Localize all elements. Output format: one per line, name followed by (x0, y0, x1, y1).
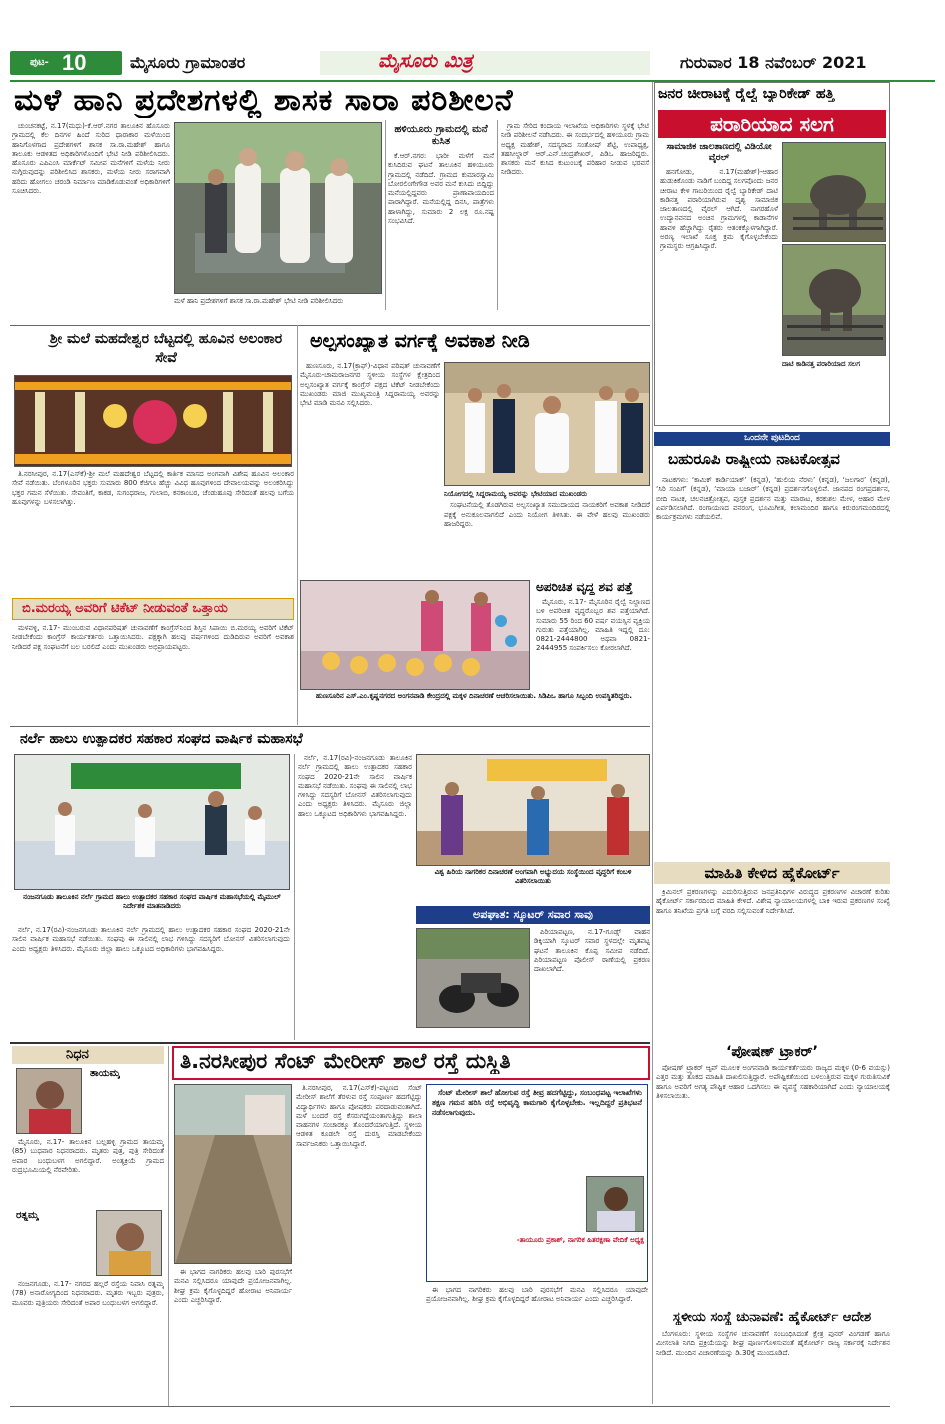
section-title: ಮೈಸೂರು ಗ್ರಾಮಾಂತರ (130, 53, 246, 72)
elephant-photo-top (782, 142, 886, 242)
elephant-photo-bottom (782, 244, 886, 356)
localbody-body (656, 1330, 890, 1400)
road-body-2-text: ಈ ಭಾಗದ ನಾಗರಿಕರು ಹಲವು ಬಾರಿ ಪುರಸಭೆಗೆ ಮನವಿ ಸಲ್ಲಿಸಿದರೂ ಯಾವುದೇ ಪ್ರಯೋಜನವಾಗಿಲ್ಲ. ಶೀಘ್ರ ಕ್ರಮ ಕೈಗೊಳ್ಳದಿದ್ದರೆ ಹೋರಾಟ ಅನಿವಾರ್ಯ ಎಂದು ಎಚ್ಚರಿಸಿದ್ದಾರೆ. (426, 1286, 648, 1304)
elephant-caption-wrap (782, 360, 886, 420)
accident-body (534, 928, 650, 1038)
drama-body (656, 476, 890, 856)
localbody-body-text: ಬೆಂಗಳೂರು: ಸ್ಥಳೀಯ ಸಂಸ್ಥೆಗಳ ಚುನಾವಣೆಗೆ ಸಂಬಂಧಿಸಿದಂತೆ ಕ್ಷೇತ್ರ ಪುನರ್ ವಿಂಗಡಣೆ ಹಾಗೂ ಮೀಸಲಾತಿ ನಿಗದಿ ಪ್ರಕ್ರಿಯೆಯನ್ನು ಶೀಘ್ರ ಪೂರ್ಣಗೊಳಿಸುವಂತೆ ಹೈಕೋರ್ಟ್ ರಾಜ್ಯ ಸರ್ಕಾರಕ್ಕೆ ನಿರ್ದೇಶನ ನೀಡಿದೆ. ಮುಂದಿನ ವಿಚಾರಣೆಯನ್ನು ಡಿ.30ಕ್ಕೆ ಮುಂದೂಡಿದೆ. (656, 1330, 890, 1357)
road-quote-photo-art (587, 1177, 644, 1232)
lead-body-under-photo (174, 297, 382, 309)
minority-body-text: ಹುಣಸೂರು, ನ.17(ಕ್ರಾಫ್)-ವಿಧಾನ ಪರಿಷತ್ ಚುನಾವಣೆಗೆ ಮೈಸೂರು-ಚಾಮರಾಜನಗರ ಸ್ಥಳೀಯ ಸಂಸ್ಥೆಗಳ ಕ್ಷೇತ್ರದಿಂದ ಅಲ್ಪಸಂಖ್ಯಾತ ವರ್ಗಕ್ಕೆ ಕಾಂಗ್ರೆಸ್ ಪಕ್ಷದ ಟಿಕೆಟ್ ನೀಡಬೇಕೆಂದು ಮುಖಂಡರು ಮಾಜಿ ಮುಖ್ಯಮಂತ್ರಿ ಸಿದ್ದರಾಮಯ್ಯ ಅವರನ್ನು ಭೇಟಿ ಮಾಡಿ ಮನವಿ ಸಲ್ಲಿಸಿದರು. (300, 362, 440, 408)
road-body (296, 1084, 422, 1404)
elephant-caption: ದಾಟಿ ಕಾಡಿನತ್ತ ಪರಾರಿಯಾದ ಸಲಗ (782, 360, 860, 368)
rule-obit (10, 1042, 650, 1044)
deadbody-headline: ಅಪರಿಚಿತ ವೃದ್ಧ ಶವ ಪತ್ತೆ (536, 580, 633, 594)
court-headline: ಮಾಹಿತಿ ಕೇಳಿದ ಹೈಕೋರ್ಟ್ (704, 864, 840, 882)
anganwadi-photo (300, 580, 530, 690)
temple-body-text: ತಿ.ನರಸೀಪುರ, ನ.17(ಎಸ್‍ಕೆ)-ಶ್ರೀ ಮಲೆ ಮಹದೇಶ್ವರ ಬೆಟ್ಟದಲ್ಲಿ ಕಾರ್ತಿಕ ಮಾಸದ ಅಂಗವಾಗಿ ವಿಶೇಷ ಹೂವಿನ ಅಲಂಕಾರ ಸೇವೆ ನಡೆಯಿತು. ಬೆಂಗಳೂರಿನ ಭಕ್ತರು ಸುಮಾರು 800 ಕೆಜಿಗೂ ಹೆಚ್ಚು ವಿವಿಧ ಹೂವುಗಳಿಂದ ದೇವಾಲಯವನ್ನು ಅಲಂಕರಿಸಿದ್ದು ಭಕ್ತರ ಗಮನ ಸೆಳೆಯಿತು. ಸೇವಂತಿಗೆ, ಕಾಕಡ, ಸುಗಂಧರಾಜ, ಗುಲಾಬಿ, ಕನಕಾಂಬರ, ಚೆಂಡುಹೂವು ಸೇರಿದಂತೆ ಹಲವು ಬಗೆಯ ಹೂವುಗಳನ್ನು ಬಳಸಲಾಗಿತ್ತು. (12, 470, 294, 506)
court-body-text: ಕ್ರಿಮಿನಲ್ ಪ್ರಕರಣಗಳನ್ನು ಎದುರಿಸುತ್ತಿರುವ ಜನಪ್ರತಿನಿಧಿಗಳ ವಿರುದ್ಧದ ಪ್ರಕರಣಗಳ ವಿಚಾರಣೆ ಕುರಿತು ಹೈಕೋರ್ಟ್ ಸರ್ಕಾರದಿಂದ ಮಾಹಿತಿ ಕೇಳಿದೆ. ವಿಶೇಷ ನ್ಯಾಯಾಲಯಗಳಲ್ಲಿ ಬಾಕಿ ಇರುವ ಪ್ರಕರಣಗಳ ಸಂಖ್ಯೆ ಹಾಗೂ ತನಿಖೆಯ ಪ್ರಗತಿ ಬಗ್ಗೆ ವರದಿ ಸಲ್ಲಿಸುವಂತೆ ನಿರ್ದೇಶಿಸಿದೆ. (656, 888, 890, 915)
minority-caption: ನಿಯೋಗದಲ್ಲಿ ಸಿದ್ದರಾಮಯ್ಯ ಅವರನ್ನು ಭೇಟಿಯಾದ ಮುಖಂಡರು (444, 490, 587, 498)
lead-body-mid-text: ಕೆ.ಆರ್.ನಗರ: ಭಾರೀ ಮಳೆಗೆ ಮನೆ ಕುಸಿದಿರುವ ಘಟನೆ ತಾಲೂಕಿನ ಹಳಿಯೂರು ಗ್ರಾಮದಲ್ಲಿ ನಡೆದಿದೆ. ಗ್ರಾಮದ ಕುಮಾರಸ್ವಾಮಿ ಬೋರಲಿಂಗೇಗೌಡ ಅವರ ಮನೆ ಕುಸಿದು ಬಿದ್ದಿದ್ದು ಮನೆಯಲ್ಲಿದ್ದವರು ಪ್ರಾಣಾಪಾಯದಿಂದ ಪಾರಾಗಿದ್ದಾರೆ. ಮನೆಯಲ್ಲಿದ್ದ ದಿನಸಿ, ಪಾತ್ರೆಗಳು ಹಾಳಾಗಿದ್ದು, ಸುಮಾರು 2 ಲಕ್ಷ ರೂ.ನಷ್ಟ ಸಂಭವಿಸಿದೆ. (388, 152, 494, 226)
obit-body-2 (12, 1280, 164, 1404)
obit-body-1-text: ಮೈಸೂರು, ನ.17- ತಾಲೂಕಿನ ಬಲ್ಲಹಳ್ಳಿ ಗ್ರಾಮದ ತಾಯಮ್ಮ (85) ಬುಧವಾರ ನಿಧನರಾದರು. ಮೃತರು ಪುತ್ರ, ಪುತ್ರಿ ಸೇರಿದಂತೆ ಅಪಾರ ಬಂಧುಬಳಗ ಅಗಲಿದ್ದಾರೆ. ಅಂತ್ಯಕ್ರಿಯೆ ಗ್ರಾಮದ ರುದ್ರಭೂಮಿಯಲ್ಲಿ ನೆರವೇರಿತು. (12, 1138, 164, 1174)
page-number: 10 (62, 50, 87, 75)
poshan-body (656, 1064, 890, 1304)
road-body-2 (426, 1286, 648, 1404)
lead-photo-art (175, 123, 382, 294)
deadbody-body (536, 598, 650, 692)
lead-body-right (501, 122, 649, 304)
milk-body-text: ನರ್ಲೆ, ನ.17(ರವಿ)-ನಂಜನಗೂಡು ತಾಲೂಕಿನ ನರ್ಲೆ ಗ್ರಾಮದಲ್ಲಿ ಹಾಲು ಉತ್ಪಾದಕರ ಸಹಕಾರ ಸಂಘದ 2020-21ನೇ ಸಾಲಿನ ವಾರ್ಷಿಕ ಮಹಾಸಭೆ ನಡೆಯಿತು. ಸಂಘವು ಈ ಸಾಲಿನಲ್ಲಿ ಲಾಭ ಗಳಿಸಿದ್ದು ಸದಸ್ಯರಿಗೆ ಬೋನಸ್ ವಿತರಿಸಲಾಗುವುದು ಎಂದು ಅಧ್ಯಕ್ಷರು ತಿಳಿಸಿದರು. ಮೈಸೂರು ಜಿಲ್ಲಾ ಹಾಲು ಒಕ್ಕೂಟದ ಅಧಿಕಾರಿಗಳು ಭಾಗವಹಿಸಿದ್ದರು. (12, 926, 290, 953)
elephant-kicker: ಜನರ ಚೀರಾಟಕ್ಕೆ ರೈಲ್ವೆ ಬ್ಯಾರಿಕೇಡ್ ಹತ್ತಿ (658, 86, 835, 102)
elephant-body (660, 168, 778, 418)
masthead (0, 48, 945, 78)
lead-photo (174, 122, 382, 294)
obit-photo-1-art (17, 1069, 82, 1134)
minority-body (300, 362, 440, 574)
minority-photo-art (445, 363, 650, 486)
minority-headline: ಅಲ್ಪಸಂಖ್ಯಾತ ವರ್ಗಕ್ಕೆ ಅವಕಾಶ ನೀಡಿ (310, 330, 530, 352)
poshan-headline: ‘ಪೋಷಣ್ ಟ್ರ್ಯಾಕರ್’ (726, 1044, 818, 1060)
obit-photo-2 (96, 1210, 162, 1276)
anganwadi-photo-art (301, 581, 530, 690)
road-photo-art (175, 1085, 292, 1264)
court-body (656, 888, 890, 1038)
abhyudaya-photo-art (417, 755, 650, 866)
accident-body-text: ಪಿರಿಯಾಪಟ್ಟಣ, ನ.17-ಗೂಡ್ಸ್ ವಾಹನ ಡಿಕ್ಕಿಯಾಗಿ ಸ್ಕೂಟರ್ ಸವಾರ ಸ್ಥಳದಲ್ಲೇ ಮೃತಪಟ್ಟ ಘಟನೆ ತಾಲೂಕಿನ ಕೊಪ್ಪ ಸಮೀಪ ನಡೆದಿದೆ. ಪಿರಿಯಾಪಟ್ಟಣ ಪೊಲೀಸ್ ಠಾಣೆಯಲ್ಲಿ ಪ್ರಕರಣ ದಾಖಲಾಗಿದೆ. (534, 928, 650, 974)
accident-photo (416, 928, 530, 1028)
page-bottom-rule (10, 1406, 890, 1407)
lead-body-right-text: ಗ್ರಾಮ ಸೇರಿದ ಕಂದಾಯ ಇಲಾಖೆಯ ಅಧಿಕಾರಿಗಳು ಸ್ಥಳಕ್ಕೆ ಭೇಟಿ ನೀಡಿ ಪರಿಶೀಲನೆ ನಡೆಸಿದರು. ಈ ಸಂದರ್ಭದಲ್ಲಿ ಹಳಿಯೂರು ಗ್ರಾಮ ಅಧ್ಯಕ್ಷ ಮಹೇಶ್, ಸದಸ್ಯರಾದ ಸಂತೋಷ್ ಶೆಟ್ಟಿ, ಉಪಾಧ್ಯಕ್ಷ, ತಹಸೀಲ್ದಾರ್ ಆರ್.ಎನ್.ಚಂದ್ರಶೇಖರ್, ಪಿಡಿಒ ಹಾಜರಿದ್ದರು. ಶಾಸಕರು ಮನೆ ಕುಸಿದ ಕುಟುಂಬಕ್ಕೆ ಪರಿಹಾರ ನೀಡುವ ಭರವಸೆ ನೀಡಿದರು. (501, 122, 649, 177)
col-rule-mid (297, 325, 298, 725)
milk-body-col2-text: ನರ್ಲೆ, ನ.17(ರವಿ)-ನಂಜನಗೂಡು ತಾಲೂಕಿನ ನರ್ಲೆ ಗ್ರಾಮದಲ್ಲಿ ಹಾಲು ಉತ್ಪಾದಕರ ಸಹಕಾರ ಸಂಘದ 2020-21ನೇ ಸಾಲಿನ ವಾರ್ಷಿಕ ಮಹಾಸಭೆ ನಡೆಯಿತು. ಸಂಘವು ಈ ಸಾಲಿನಲ್ಲಿ ಲಾಭ ಗಳಿಸಿದ್ದು ಸದಸ್ಯರಿಗೆ ಬೋನಸ್ ವಿತರಿಸಲಾಗುವುದು ಎಂದು ಅಧ್ಯಕ್ಷರು ತಿಳಿಸಿದರು. ಮೈಸೂರು ಜಿಲ್ಲಾ ಹಾಲು ಒಕ್ಕೂಟದ ಅಧಿಕಾರಿಗಳು ಭಾಗವಹಿಸಿದ್ದರು. (298, 754, 412, 818)
lead-body-left-text: ಚುಂಚನಕಟ್ಟೆ, ನ.17(ಮಧು)-ಕೆ.ಆರ್.ನಗರ ತಾಲೂಕಿನ ಹೊಸೂರು ಗ್ರಾಮದಲ್ಲಿ ಕೆಲ ದಿನಗಳ ಹಿಂದೆ ಸುರಿದ ಧಾರಾಕಾರ ಮಳೆಯಿಂದ ಹಾನಿಗೊಳಗಾದ ಪ್ರದೇಶಗಳಿಗೆ ಶಾಸಕ ಸಾ.ರಾ.ಮಹೇಶ್ ಹಾಗೂ ತಾಲೂಕು ಆಡಳಿತದ ಅಧಿಕಾರಿಗಳೊಂದಿಗೆ ಭೇಟಿ ನೀಡಿ ಪರಿಶೀಲಿಸಿದರು. ಹೊಸೂರು ಎಪಿಎಂಸಿ ಮಾರ್ಕೆಟ್ ಸಮೀಪ ಮನೆಗಳಿಗೆ ಮಳೆಯ ನೀರು ನುಗ್ಗಿರುವುದನ್ನು ಪರಿಶೀಲಿಸಿದ ಶಾಸಕರು, ಮಳೆಯ ನೀರು ಸರಾಗವಾಗಿ ಹರಿದು ಹೋಗಲು ಚರಂಡಿ ನಿರ್ಮಾಣ ಮಾಡಿಕೊಡುವಂತೆ ಅಧಿಕಾರಿಗಳಿಗೆ ಸೂಚಿಸಿದರು. (12, 122, 170, 196)
temple-photo-art (15, 376, 292, 467)
road-body-under-photo-text: ಈ ಭಾಗದ ನಾಗರಿಕರು ಹಲವು ಬಾರಿ ಪುರಸಭೆಗೆ ಮನವಿ ಸಲ್ಲಿಸಿದರೂ ಯಾವುದೇ ಪ್ರಯೋಜನವಾಗಿಲ್ಲ. ಶೀಘ್ರ ಕ್ರಮ ಕೈಗೊಳ್ಳದಿದ್ದರೆ ಹೋರಾಟ ಅನಿವಾರ್ಯ ಎಂದು ಎಚ್ಚರಿಸಿದ್ದಾರೆ. (174, 1268, 292, 1304)
lead-subhead: ಹಳಿಯೂರು ಗ್ರಾಮದಲ್ಲಿ ಮನೆ ಕುಸಿತ (394, 124, 488, 147)
drama-band-label: ಒಂದನೇ ಪುಟದಿಂದ (744, 433, 800, 443)
accident-photo-art (417, 929, 530, 1028)
elephant-body-text: ಹನಗೋಡು, ನ.17(ಮಹೇಶ್)-ಆಹಾರ ಹುಡುಕಿಕೊಂಡು ನಾಡಿಗೆ ಬಂದಿದ್ದ ಸಲಗವೊಂದು ಜನರ ಚೀರಾಟ ಕೇಳಿ ಗಾಬರಿಯಿಂದ ರೈಲ್ವೆ ಬ್ಯಾರಿಕೇಡ್ ದಾಟಿ ಕಾಡಿನತ್ತ ಪರಾರಿಯಾಗಿರುವ ದೃಶ್ಯ ಸಾಮಾಜಿಕ ಜಾಲತಾಣದಲ್ಲಿ ವೈರಲ್ ಆಗಿದೆ. ನಾಗರಹೊಳೆ ಉದ್ಯಾನವನದ ಅಂಚಿನ ಗ್ರಾಮಗಳಲ್ಲಿ ಕಾಡಾನೆಗಳ ಹಾವಳಿ ಹೆಚ್ಚಾಗಿದ್ದು ರೈತರು ಆತಂಕಕ್ಕೊಳಗಾಗಿದ್ದಾರೆ. ಅರಣ್ಯ ಇಲಾಖೆ ಸೂಕ್ತ ಕ್ರಮ ಕೈಗೊಳ್ಳಬೇಕೆಂದು ಗ್ರಾಮಸ್ಥರು ಆಗ್ರಹಿಸಿದ್ದಾರೆ. (660, 168, 778, 251)
road-body-under-photo (174, 1268, 292, 1404)
lead-caption: ಮಳೆ ಹಾನಿ ಪ್ರದೇಶಗಳಿಗೆ ಶಾಸಕ ಸಾ.ರಾ.ಮಹೇಶ್ ಭೇಟಿ ನೀಡಿ ಪರಿಶೀಲಿಸಿದರು (174, 297, 344, 305)
milk-headline: ನರ್ಲೆ ಹಾಲು ಉತ್ಪಾದಕರ ಸಹಕಾರ ಸಂಘದ ವಾರ್ಷಿಕ ಮಹಾಸಭೆ (20, 731, 303, 747)
page-label: ಪುಟ- (30, 57, 49, 68)
ticket-body-text: ಮಳವಳ್ಳಿ, ನ.17- ಮುಂಬರುವ ವಿಧಾನಪರಿಷತ್ ಚುನಾವಣೆಗೆ ಕಾಂಗ್ರೆಸ್‍ನಿಂದ ಶಿಸ್ತಿನ ಸಿಪಾಯಿ ಬಿ.ಮರಯ್ಯ ಅವರಿಗೆ ಟಿಕೆಟ್ ನೀಡಬೇಕೆಂದು ಕಾಂಗ್ರೆಸ್ ಕಾರ್ಯಕರ್ತರು ಒತ್ತಾಯಿಸಿದರು. ಪಕ್ಷಕ್ಕಾಗಿ ಹಲವು ವರ್ಷಗಳಿಂದ ದುಡಿದಿರುವ ಅವರಿಗೆ ಅವಕಾಶ ನೀಡಿದರೆ ಪಕ್ಷ ಸಂಘಟನೆಗೆ ಬಲ ಬರಲಿದೆ ಎಂದು ಮುಖಂಡರು ಅಭಿಪ್ರಾಯಪಟ್ಟರು. (12, 624, 294, 651)
lead-body-mid (388, 152, 494, 302)
obit-label: ನಿಧನ (66, 1047, 89, 1062)
elephant-headline: ಪರಾರಿಯಾದ ಸಲಗ (710, 112, 834, 136)
poshan-body-text: ಪೋಷಣ್ ಟ್ರ್ಯಾಕರ್ ಆ್ಯಪ್ ಮೂಲಕ ಅಂಗನವಾಡಿ ಕಾರ್ಯಕರ್ತೆಯರು ರಾಜ್ಯದ ಮಕ್ಕಳ (0-6 ವಯಸ್ಸು) ಎತ್ತರ ಮತ್ತು ತೂಕದ ಮಾಹಿತಿ ದಾಖಲಿಸುತ್ತಿದ್ದಾರೆ. ಅಪೌಷ್ಟಿಕತೆಯಿಂದ ಬಳಲುತ್ತಿರುವ ಮಕ್ಕಳ ಗುರುತಿಸುವಿಕೆ ಹಾಗೂ ಅವರಿಗೆ ಅಗತ್ಯ ಪೌಷ್ಟಿಕ ಆಹಾರ ಒದಗಿಸಲು ಈ ವ್ಯವಸ್ಥೆ ಸಹಕಾರಿಯಾಗಿದೆ ಎಂದು ನ್ಯಾಯಾಲಯಕ್ಕೆ ತಿಳಿಸಲಾಯಿತು. (656, 1064, 890, 1100)
lead-headline: ಮಳೆ ಹಾನಿ ಪ್ರದೇಶಗಳಲ್ಲಿ ಶಾಸಕ ಸಾರಾ ಪರಿಶೀಲನೆ (14, 83, 514, 118)
deadbody-body-text: ಮೈಸೂರು, ನ.17- ಮೈಸೂರಿನ ರೈಲ್ವೆ ನಿಲ್ದಾಣದ ಬಳಿ ಅಪರಿಚಿತ ವೃದ್ಧರೊಬ್ಬರ ಶವ ಪತ್ತೆಯಾಗಿದೆ. ಸುಮಾರು 55 ರಿಂದ 60 ವರ್ಷ ವಯಸ್ಸಿನ ವ್ಯಕ್ತಿಯ ಗುರುತು ಪತ್ತೆಯಾಗಿಲ್ಲ. ಮಾಹಿತಿ ಇದ್ದಲ್ಲಿ ದೂ: 0821-2444800 ಅಥವಾ 0821-2444955 ಸಂಪರ್ಕಿಸಲು ಕೋರಲಾಗಿದೆ. (536, 598, 650, 653)
anganwadi-caption: ಹುಣಸೂರಿನ ಎಸ್.ಎಂ.ಕೃಷ್ಣನಗರದ ಅಂಗನವಾಡಿ ಕೇಂದ್ರದಲ್ಲಿ ಮಕ್ಕಳ ದಿನಾಚರಣೆ ಆಚರಿಸಲಾಯಿತು. ಸಿಡಿಪಿಒ ಹಾಗೂ ಸಿಬ್ಬಂದಿ ಉಪಸ್ಥಿತರಿದ್ದರು. (315, 692, 633, 700)
obit-name-2: ರತ್ನಮ್ಮ (16, 1210, 39, 1221)
minority-photo (444, 362, 650, 486)
accident-headline: ಅಪಘಾತ: ಸ್ಕೂಟರ್ ಸವಾರ ಸಾವು (473, 908, 593, 921)
obit-photo-2-art (97, 1211, 162, 1276)
issue-date: ಗುರುವಾರ 18 ನವೆಂಬರ್ 2021 (680, 53, 867, 72)
milk-caption: ನಂಜನಗೂಡು ತಾಲೂಕಿನ ನರ್ಲೆ ಗ್ರಾಮದ ಹಾಲು ಉತ್ಪಾದಕರ ಸಹಕಾರ ಸಂಘದ ವಾರ್ಷಿಕ ಮಹಾಸಭೆಯಲ್ಲಿ ಮೈಮುಲ್ ನಿರ್ದೇಶಕ ಮಾತನಾಡಿದರು (23, 893, 281, 910)
temple-photo (14, 375, 292, 467)
localbody-headline: ಸ್ಥಳೀಯ ಸಂಸ್ಥೆ ಚುನಾವಣೆ: ಹೈಕೋರ್ಟ್ ಆದೇಶ (672, 1310, 872, 1325)
road-quote-photo (586, 1176, 644, 1232)
elephant-photo-top-art (783, 143, 886, 242)
drama-body-text: ನಾಟಕಗಳು: ‘ಕಾಮಿಕ್ ಕಾರ್ಡಿಯಾಕ್’ (ಕನ್ನಡ), ‘ಹುಲಿಯ ನೆರಳು’ (ಕನ್ನಡ), ‘ಜಲಗಾರ’ (ಕನ್ನಡ), ‘ಸಿರಿ ಸಂಪಿಗೆ’ (ಕನ್ನಡ), ‘ಮಾಯಾ ಬಜಾರ್’ (ಕನ್ನಡ) ಪ್ರದರ್ಶನಗೊಳ್ಳಲಿವೆ. ಜಾನಪದ ರಂಗಪ್ರದರ್ಶನ, ಬೀದಿ ನಾಟಕ, ಚಲನಚಿತ್ರೋತ್ಸವ, ಪುಸ್ತಕ ಪ್ರದರ್ಶನ ಮತ್ತು ಮಾರಾಟ, ಕರಕುಶಲ ಮೇಳ, ಆಹಾರ ಮೇಳ ಏರ್ಪಡಿಸಲಾಗಿದೆ. ರಂಗಾಯಣದ ವನರಂಗ, ಭೂಮಿಗೀತ, ಕಲಾಮಂದಿರ ಹಾಗೂ ಕಿರುರಂಗಮಂದಿರದಲ್ಲಿ ಕಾರ್ಯಕ್ರಮಗಳು ನಡೆಯಲಿವೆ. (656, 476, 890, 522)
rule-temple (10, 325, 650, 326)
ticket-headline: ಬಿ.ಮರಯ್ಯ ಅವರಿಗೆ ಟಿಕೆಟ್ ನೀಡುವಂತೆ ಒತ್ತಾಯ (22, 601, 228, 616)
rule-milk (10, 726, 650, 727)
col-rule-obit (168, 1046, 169, 1406)
milk-body-col2 (298, 754, 412, 1038)
obit-body-1 (12, 1138, 164, 1204)
temple-body (12, 470, 294, 596)
col-rule-lead-2 (497, 120, 498, 310)
col-rule-right (652, 82, 653, 1404)
road-headline: ತಿ.ನರಸೀಪುರ ಸೆಂಟ್ ಮೇರೀಸ್ ಶಾಲೆ ರಸ್ತೆ ದುಸ್ಥಿತಿ (180, 1049, 511, 1073)
masthead-tint (320, 51, 650, 75)
obit-body-2-text: ನಂಜನಗೂಡು, ನ.17- ನಗರದ ಹಲ್ಲರೆ ರಸ್ತೆಯ ನಿವಾಸಿ ರತ್ನಮ್ಮ (78) ಅನಾರೋಗ್ಯದಿಂದ ನಿಧನರಾದರು. ಮೃತರು ಇಬ್ಬರು ಪುತ್ರರು, ಮೂವರು ಪುತ್ರಿಯರು ಸೇರಿದಂತೆ ಅಪಾರ ಬಂಧುಬಳಗ ಅಗಲಿದ್ದಾರೆ. (12, 1280, 164, 1307)
abhyudaya-caption: ವಿಶ್ವ ಹಿರಿಯ ನಾಗರಿಕರ ದಿನಾಚರಣೆ ಅಂಗವಾಗಿ ಅಭ್ಯುದಯ ಸಂಸ್ಥೆಯಿಂದ ವೃದ್ಧರಿಗೆ ಕಂಬಳಿ ವಿತರಿಸಲಾಯಿತು (434, 868, 632, 885)
col-rule-lead-1 (385, 120, 386, 310)
temple-headline: ಶ್ರೀ ಮಲೆ ಮಹದೇಶ್ವರ ಬೆಟ್ಟದಲ್ಲಿ ಹೂವಿನ ಅಲಂಕಾರ ಸೇವೆ (49, 331, 283, 366)
minority-body2-text: ಸಂಘಟನೆಯಲ್ಲಿ ತೊಡಗಿರುವ ಅಲ್ಪಸಂಖ್ಯಾತ ಸಮುದಾಯದ ನಾಯಕರಿಗೆ ಅವಕಾಶ ನೀಡಿದರೆ ಪಕ್ಷಕ್ಕೆ ಅನುಕೂಲವಾಗಲಿದೆ ಎಂದು ನಿಯೋಗ ತಿಳಿಸಿತು. ಈ ವೇಳೆ ಹಲವು ಮುಖಂಡರು ಹಾಜರಿದ್ದರು. (444, 501, 650, 528)
road-body-text: ತಿ.ನರಸೀಪುರ, ನ.17(ಎಸ್‍ಕೆ)-ಪಟ್ಟಣದ ಸೆಂಟ್ ಮೇರೀಸ್ ಶಾಲೆಗೆ ತೆರಳುವ ರಸ್ತೆ ಸಂಪೂರ್ಣ ಹದಗೆಟ್ಟಿದ್ದು ವಿದ್ಯಾರ್ಥಿಗಳು ಹಾಗೂ ಪೋಷಕರು ಪರದಾಡುವಂತಾಗಿದೆ. ಮಳೆ ಬಂದರೆ ರಸ್ತೆ ಕೆಸರುಗದ್ದೆಯಂತಾಗುತ್ತಿದ್ದು ಶಾಲಾ ವಾಹನಗಳ ಸಂಚಾರಕ್ಕೂ ತೊಂದರೆಯಾಗುತ್ತಿದೆ. ಸ್ಥಳೀಯ ಆಡಳಿತ ಕೂಡಲೇ ರಸ್ತೆ ದುರಸ್ತಿ ಮಾಡಬೇಕೆಂದು ಸಾರ್ವಜನಿಕರು ಒತ್ತಾಯಿಸಿದ್ದಾರೆ. (296, 1084, 422, 1148)
road-photo (174, 1084, 292, 1264)
paper-name: ಮೈಸೂರು ಮಿತ್ರ (378, 50, 473, 72)
minority-body2 (444, 490, 650, 574)
obit-photo-1 (16, 1068, 82, 1134)
ticket-body (12, 624, 294, 724)
elephant-photo-bottom-art (783, 245, 886, 356)
road-quote-text: ಸೆಂಟ್ ಮೇರೀಸ್ ಶಾಲೆ ಹೋಗುವ ರಸ್ತೆ ತೀವ್ರ ಹದಗೆಟ್ಟಿದ್ದು, ಸಂಬಂಧಪಟ್ಟ ಇಲಾಖೆಗಳು ತಕ್ಷಣ ಗಮನ ಹರಿಸಿ ರಸ್ತೆ ಅಭಿವೃದ್ಧಿ ಕಾಮಗಾರಿ ಕೈಗೊಳ್ಳಬೇಕು. ಇಲ್ಲದಿದ್ದರೆ ಪ್ರತಿಭಟನೆ ನಡೆಸಲಾಗುವುದು. (432, 1088, 642, 1117)
lead-body-left (12, 122, 170, 304)
milk-body (12, 926, 290, 1038)
col-rule-milk (294, 754, 295, 1040)
milk-photo (14, 754, 290, 890)
milk-photo-art (15, 755, 290, 890)
obit-name-1: ತಾಯಮ್ಮ (90, 1068, 121, 1079)
drama-headline: ಬಹುರೂಪಿ ರಾಷ್ಟ್ರೀಯ ನಾಟಕೋತ್ಸವ (668, 450, 840, 468)
elephant-sub: ಸಾಮಾಜಿಕ ಜಾಲತಾಣದಲ್ಲಿ ವಿಡಿಯೋ ವೈರಲ್ (666, 142, 772, 163)
road-quote-sig: -ತಾಯೂರು ಪ್ರಕಾಶ್, ನಾಗರಿಕ ಹಿತರಕ್ಷಣಾ ವೇದಿಕೆ ಅಧ್ಯಕ್ಷ (516, 1236, 644, 1244)
abhyudaya-photo (416, 754, 650, 866)
